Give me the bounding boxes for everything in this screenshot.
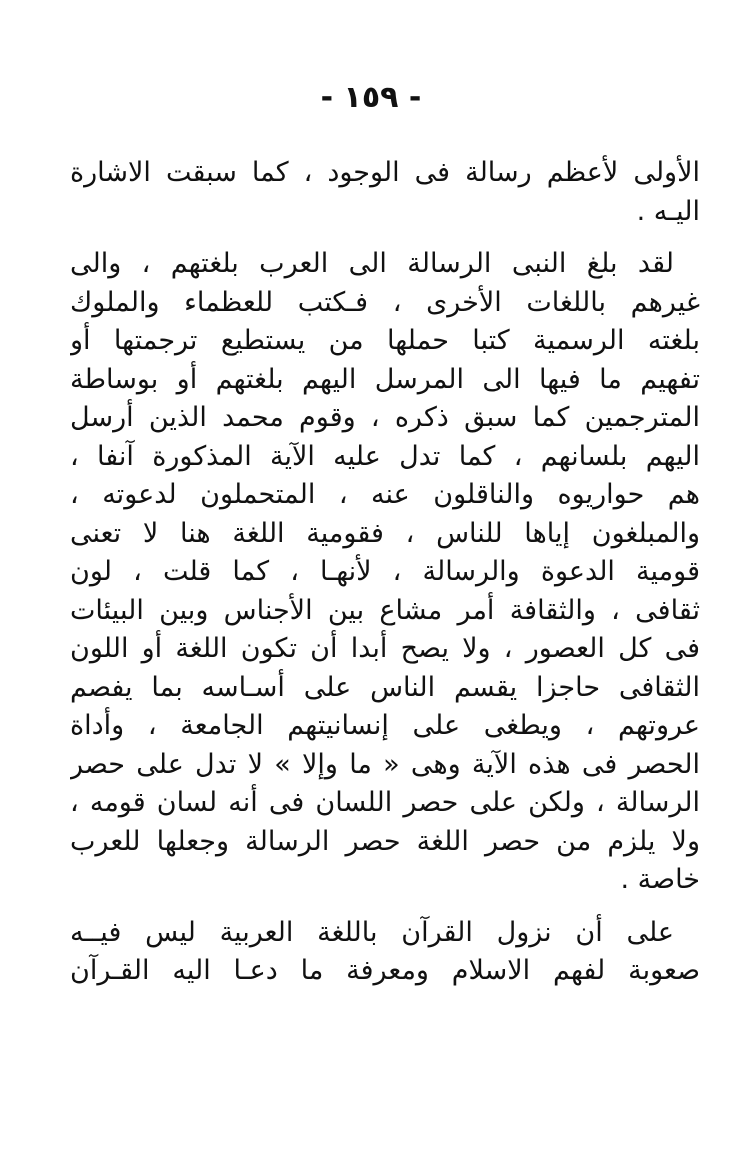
body-text — [70, 154, 700, 991]
text-line: الأولى لأعظم رسالة فى الوجود ، كما سبقت الاشارة — [70, 157, 700, 188]
text-line: خاصة . — [620, 864, 700, 895]
text-line: اليـه . — [636, 195, 700, 227]
page-number: - ١٥٩ - — [320, 80, 422, 115]
text-line: على أن نزول القرآن باللغة العربية ليس فيــه — [70, 916, 674, 948]
text-line: فى كل العصور ، ولا يصح أبدا أن تكون اللغة أو اللون — [70, 633, 700, 664]
text-line: تفهيم ما فيها الى المرسل اليهم بلغتهم أو بوساطة — [70, 363, 700, 395]
text-line: ولا يلزم من حصر اللغة حصر الرسالة وجعلها للعرب — [70, 825, 700, 857]
paragraph-gap — [70, 900, 700, 914]
text-line: بلغته الرسمية كتبا حملها من يستطيع ترجمتها أو — [70, 325, 700, 356]
text-line: الثقافى حاجزا يقسم الناس على أسـاسه بما يفصم — [70, 671, 700, 703]
text-line: والمبلغون إياها للناس ، فقومية اللغة هنا لا تعنى — [70, 517, 700, 549]
text-line: عروتهم ، ويطغى على إنسانيتهم الجامعة ، وأداة — [70, 710, 700, 741]
text-line: الحصر فى هذه الآية وهى « ما وإلا » لا تدل على حصر — [70, 748, 700, 780]
text-line: المترجمين كما سبق ذكره ، وقوم محمد الذين أرسل — [70, 402, 700, 433]
text-line: صعوبة لفهم الاسلام ومعرفة ما دعـا اليه القـرآن — [70, 955, 700, 986]
text-line: لقد بلغ النبى الرسالة الى العرب بلغتهم ، والى — [70, 248, 674, 279]
text-line: هم حواريوه والناقلون عنه ، المتحملون لدعوته ، — [70, 479, 700, 510]
text-line: قومية الدعوة والرسالة ، لأنهـا ، كما قلت ، لون — [70, 556, 700, 587]
text-line: غيرهم باللغات الأخرى ، فـكتب للعظماء والملوك — [70, 286, 700, 318]
text-line: الرسالة ، ولكن على حصر اللسان فى أنه لسان قومه ، — [70, 787, 700, 818]
text-line: اليهم بلسانهم ، كما تدل عليه الآية المذكورة آنفا ، — [70, 440, 700, 472]
text-line: ثقافى ، والثقافة أمر مشاع بين الأجناس وبين البيئات — [70, 594, 700, 626]
paragraph-gap — [70, 231, 700, 245]
